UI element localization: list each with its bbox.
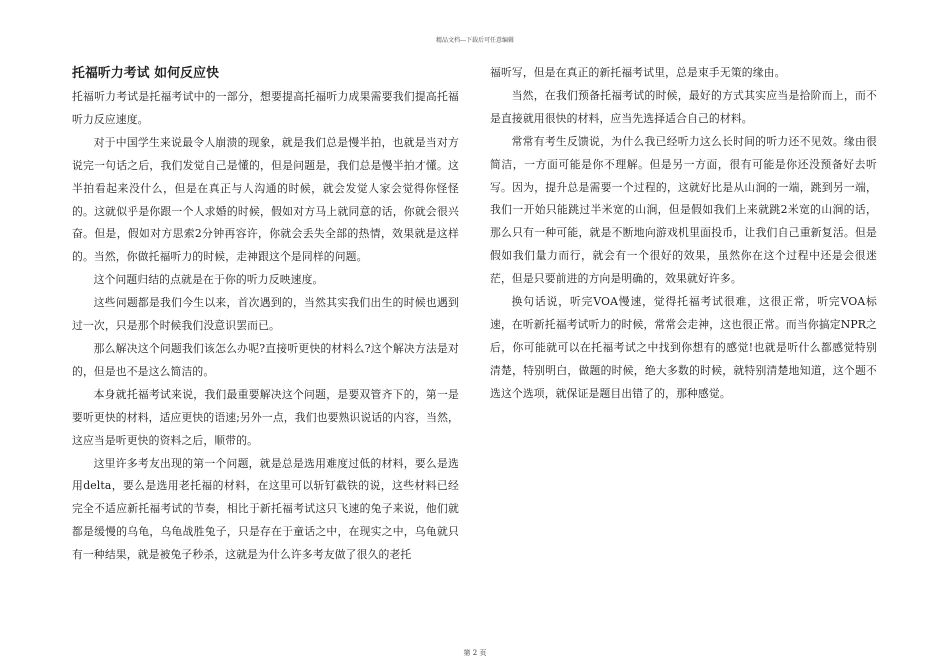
paragraph-continued: 福听写，但是在真正的新托福考试里，总是束手无策的缘由。: [490, 66, 786, 79]
paragraph: 那么解决这个问题我们该怎么办呢?直接听更快的材料么?这个解决方法是对的，但是也不是这么简洁的。: [72, 341, 459, 378]
paragraph: 这些问题都是我们今生以来，首次遇到的，当然其实我们出生的时候也遇到过一次，只是那个时候我们没意识罢而已。: [72, 296, 459, 333]
right-column: [490, 62, 877, 406]
page-number: 第 2 页: [463, 649, 487, 657]
article-title: 托福听力考试 如何反应快: [72, 66, 220, 81]
paragraph: 这个问题归结的点就是在于你的听力反映速度。: [93, 273, 324, 287]
paragraph: 这里许多考友出现的第一个问题，就是总是选用难度过低的材料，要么是选用delta，要么是选用老托福的材料，在这里可以斩钉截铁的说，这些材料已经完全不适应新托福考试的节奏，相比于新托福考试这只飞速的兔子来说，他们就都是缓慢的乌龟，乌龟战胜兔子，只是存在于童话之中，在现实之中，乌龟就只有一种结果，就是被兔子秒杀，这就是为什么许多考友做了很久的老托: [72, 456, 459, 562]
left-column: [72, 62, 459, 567]
paragraph: 对于中国学生来说最令人崩溃的现象，就是我们总是慢半拍，也就是当对方说完一句话之后，我们发觉自己是懂的，但是问题是，我们总是慢半拍才懂。这半拍看起来没什么，但是在真正与人沟通的时候，就会发觉人家会觉得你怪怪的。这就似乎是你跟一个人求婚的时候，假如对方马上就同意的话，你就会很兴奋。但是，假如对方思索2分钟再容许，你就会丢失全部的热情，效果就是这样的。当然，你做托福听力的时候，走神跟这个是同样的问题。: [72, 135, 459, 264]
paragraph: 常常有考生反馈说，为什么我已经听力这么长时间的听力还不见效。缘由很简洁，一方面可能是你不理解。但是另一方面，很有可能是你还没预备好去听写。因为，提升总是需要一个过程的，这就好比是从山涧的一端，跳到另一端，我们一开始只能跳过半米宽的山涧，但是假如我们上来就跳2米宽的山涧的话，那么只有一种可能，就是不断地向游戏机里面投币，让我们自己重新复活。但是假如我们量力而行，就会有一个很好的效果，虽然你在这个过程中还是会很迷茫，但是只要前进的方向是明确的，效果就好许多。: [490, 134, 877, 286]
paragraph: 换句话说，听完VOA慢速，觉得托福考试很难，这很正常，听完VOA标速，在听新托福考试听力的时候，常常会走神，这也很正常。而当你搞定NPR之后，你可能就可以在托福考试之中找到你想有的感觉!也就是听什么都感觉特别清楚，特别明白，做题的时候，绝大多数的时候，就特别清楚地知道，这个题不选这个选项，就保证是题目出错了的，那种感觉。: [490, 295, 877, 400]
paragraph: 本身就托福考试来说，我们最重要解决这个问题，是要双管齐下的，第一是要听更快的材料，适应更快的语速;另外一点，我们也要熟识说话的内容，当然，这应当是听更快的资料之后，顺带的。: [72, 387, 459, 447]
paragraph: 托福听力考试是托福考试中的一部分，想要提高托福听力成果需要我们提高托福听力反应速度。: [72, 90, 459, 126]
page-header: 精品文档---下载后可任意编辑: [435, 37, 515, 44]
paragraph: 当然，在我们预备托福考试的时候，最好的方式其实应当是拾阶而上，而不是直接就用很快的材料，应当先选择适合自己的材料。: [490, 88, 877, 125]
